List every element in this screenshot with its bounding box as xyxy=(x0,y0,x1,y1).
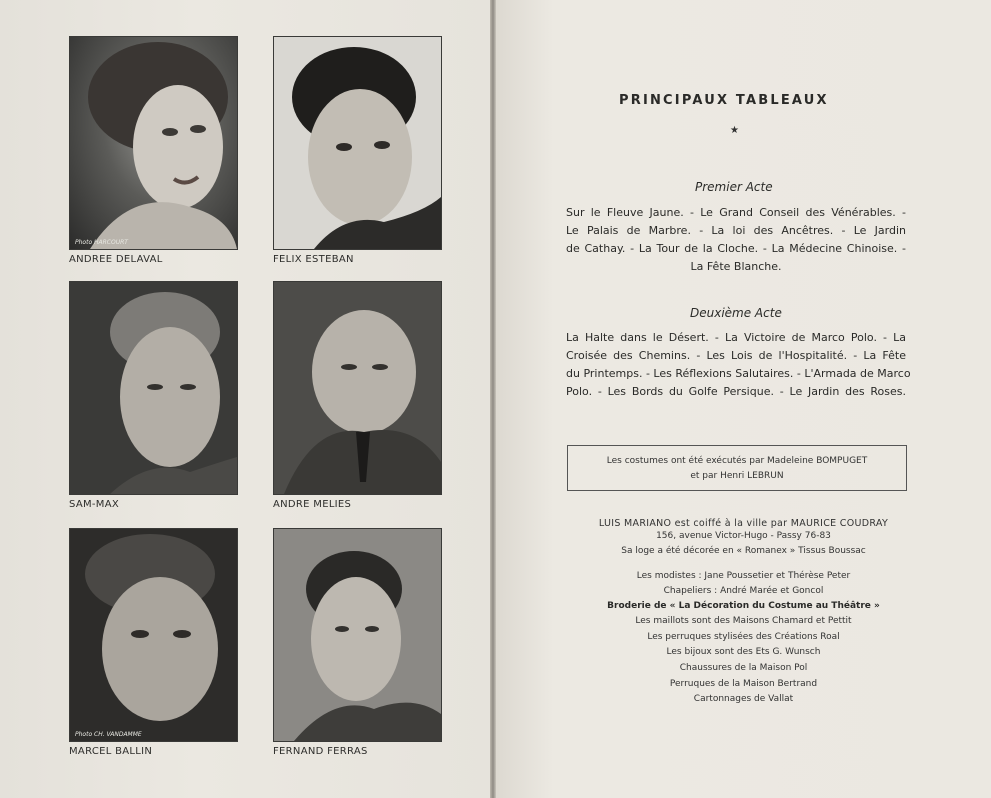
credit-line: LUIS MARIANO est coiffé à la ville par MAURICE COUDRAY xyxy=(598,518,889,529)
costumes-box xyxy=(567,445,907,491)
portrait-photo-felix-esteban xyxy=(273,36,442,250)
photo-credit: Photo CH. VANDAMME xyxy=(75,731,142,738)
credit-line: Chaussures de la Maison Pol xyxy=(679,663,808,673)
credit-line: Broderie de « La Décoration du Costume au Théâtre » xyxy=(607,601,880,611)
credit-line: Les bijoux sont des Ets G. Wunsch xyxy=(666,647,821,657)
caption-felix-esteban: FELIX ESTEBAN xyxy=(273,254,354,265)
scene-line: du Printemps. - Les Réflexions Salutaires. - L'Armada de Marco xyxy=(566,367,911,380)
credit-line: Perruques de la Maison Bertrand xyxy=(669,679,818,689)
portrait-photo-andree-delaval xyxy=(69,36,238,250)
photo-credit: Photo HARCOURT xyxy=(75,239,128,246)
caption-marcel-ballin: MARCEL BALLIN xyxy=(69,746,153,757)
scene-line: Sur le Fleuve Jaune. - Le Grand Conseil des Vénérables. - xyxy=(566,206,906,219)
caption-fernand-ferras: FERNAND FERRAS xyxy=(273,746,368,757)
portrait-photo-fernand-ferras xyxy=(273,528,442,742)
credit-line: 156, avenue Victor-Hugo - Passy 76-83 xyxy=(656,531,831,541)
costumes-line: Les costumes ont été exécutés par Madeleine BOMPUGET xyxy=(606,456,868,466)
act-scenes-premier xyxy=(566,204,906,276)
credit-line: Les modistes : Jane Poussetier et Thérèse Peter xyxy=(636,571,851,581)
costumes-line: et par Henri LEBRUN xyxy=(690,471,784,481)
act-scenes-deuxieme xyxy=(566,329,911,401)
portrait-photo-marcel-ballin xyxy=(69,528,238,742)
portrait-photo-sam-max xyxy=(69,281,238,495)
caption-sam-max: SAM-MAX xyxy=(69,499,120,510)
scene-line: La Halte dans le Désert. - La Victoire de Marco Polo. - La xyxy=(566,331,906,344)
credit-line: Chapeliers : André Marée et Goncol xyxy=(663,586,824,596)
scene-line: La Fête Blanche. xyxy=(690,260,782,273)
caption-andree-delaval: ANDREE DELAVAL xyxy=(69,254,163,265)
credit-line: Les perruques stylisées des Créations Roal xyxy=(647,632,840,642)
star-ornament: ★ xyxy=(730,125,739,136)
credit-line: Les maillots sont des Maisons Chamard et Pettit xyxy=(635,616,852,626)
section-title: PRINCIPAUX TABLEAUX xyxy=(619,93,829,108)
credit-line: Cartonnages de Vallat xyxy=(693,694,794,704)
act-title-deuxieme: Deuxième Acte xyxy=(690,306,782,320)
scene-line: Polo. - Les Bords du Golfe Persique. - Le Jardin des Roses. xyxy=(566,385,906,398)
portrait-photo-andre-melies xyxy=(273,281,442,495)
credit-line: Sa loge a été décorée en « Romanex » Tissus Boussac xyxy=(621,546,866,556)
act-title-premier: Premier Acte xyxy=(695,180,773,194)
scene-line: Le Palais de Marbre. - La loi des Ancêtres. - Le Jardin xyxy=(566,224,906,237)
caption-andre-melies: ANDRE MELIES xyxy=(273,499,352,510)
scene-line: de Cathay. - La Tour de la Cloche. - La Médecine Chinoise. - xyxy=(566,242,906,255)
scene-line: Croisée des Chemins. - Les Lois de l'Hospitalité. - La Fête xyxy=(566,349,906,362)
